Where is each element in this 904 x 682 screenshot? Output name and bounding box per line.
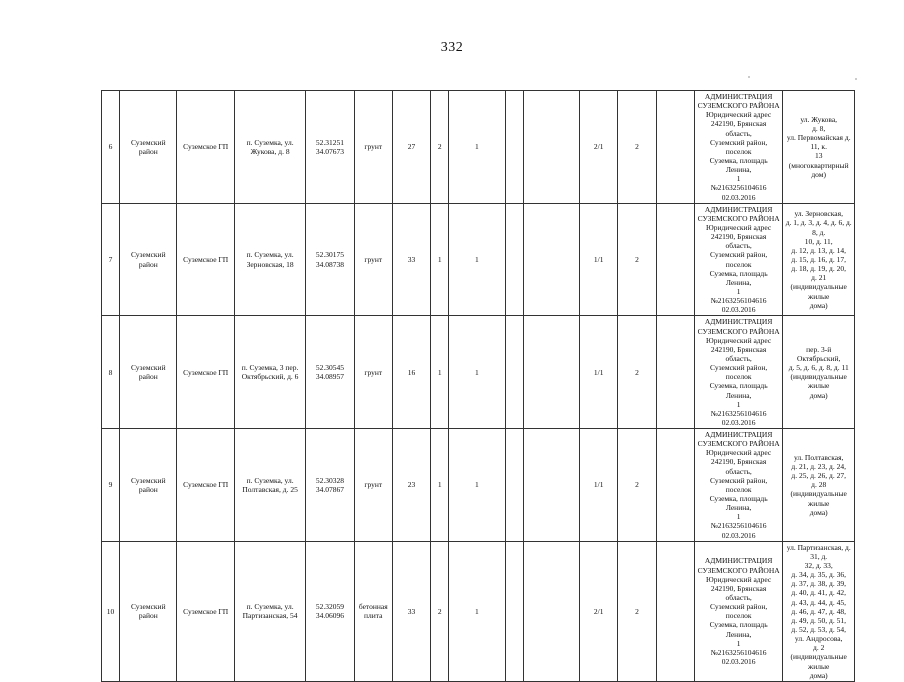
served-buildings-line: д. 21 — [811, 273, 827, 283]
district-cell: Суземский район — [120, 316, 177, 429]
area-cell: 33 — [392, 203, 430, 316]
empty-cell-2 — [523, 203, 579, 316]
served-buildings-cell — [783, 203, 855, 316]
longitude: 34.07867 — [315, 484, 345, 494]
owner-line: 1 — [736, 512, 741, 522]
owner-line: 242190, Брянская область, — [710, 232, 767, 251]
served-buildings-line: д. 49, д. 50, д. 51, — [791, 615, 846, 625]
coordinates-cell — [306, 203, 354, 316]
surface-cell: бетонная плита — [354, 541, 392, 681]
area-cell: 23 — [392, 429, 430, 542]
district-cell: Суземский район — [120, 429, 177, 542]
table-row — [102, 429, 855, 542]
count-cell-3: 2 — [618, 203, 656, 316]
served-buildings-cell — [783, 91, 855, 204]
empty-cell-2 — [523, 541, 579, 681]
owner-cell — [694, 316, 783, 429]
served-buildings-line: ул. Партизанская, д. 31, д. — [786, 542, 851, 561]
coordinates-cell — [306, 541, 354, 681]
surface-cell: грунт — [354, 91, 392, 204]
owner-line: СУЗЕМСКОГО РАЙОНА — [697, 439, 780, 449]
owner-line: Суземка, площадь Ленина, — [709, 268, 768, 287]
count-cell-3: 2 — [618, 316, 656, 429]
count-cell-2: 1 — [449, 91, 505, 204]
served-buildings-line: дома) — [809, 507, 828, 517]
owner-line: АДМИНИСТРАЦИЯ — [704, 317, 773, 327]
page-number: 332 — [440, 40, 464, 55]
count-cell-2: 1 — [449, 429, 505, 542]
served-buildings-line: ул. Первомайская д. 11, к. — [786, 133, 851, 152]
served-buildings-line: ул. Зерновская, — [794, 209, 843, 219]
owner-line: Суземский район, поселок — [710, 250, 768, 269]
owner-line: Суземка, площадь Ленина, — [709, 381, 768, 400]
district-cell: Суземский район — [120, 91, 177, 204]
count-cell-3: 2 — [618, 429, 656, 542]
owner-line: АДМИНИСТРАЦИЯ — [704, 556, 773, 566]
row-number: 9 — [102, 429, 120, 542]
ratio-cell: 1/1 — [580, 316, 618, 429]
served-buildings-cell — [783, 316, 855, 429]
settlement-cell: Суземское ГП — [177, 429, 234, 542]
longitude: 34.07673 — [315, 146, 345, 156]
owner-line: Суземский район, поселок — [710, 602, 768, 621]
owner-line: АДМИНИСТРАЦИЯ — [704, 430, 773, 440]
served-buildings-line: ул. Полтавская, — [793, 452, 844, 462]
served-buildings-line: пер. 3-й Октябрьский, — [796, 344, 841, 363]
served-buildings-line: д. 8, — [812, 123, 826, 133]
settlement-cell: Суземское ГП — [177, 91, 234, 204]
count-cell-3: 2 — [618, 91, 656, 204]
settlement-cell: Суземское ГП — [177, 316, 234, 429]
owner-line: СУЗЕМСКОГО РАЙОНА — [697, 565, 780, 575]
served-buildings-line: д. 2 — [813, 643, 825, 653]
district-cell: Суземский район — [120, 541, 177, 681]
owner-line: СУЗЕМСКОГО РАЙОНА — [697, 101, 780, 111]
owner-line: АДМИНИСТРАЦИЯ — [704, 204, 773, 214]
count-cell-3: 2 — [618, 541, 656, 681]
served-buildings-line: (многоквартирный дом) — [788, 160, 849, 179]
coordinates-cell — [306, 91, 354, 204]
ratio-cell: 1/1 — [580, 203, 618, 316]
area-cell: 33 — [392, 541, 430, 681]
scan-speck — [748, 76, 750, 78]
owner-line: 02.03.2016 — [721, 417, 756, 427]
served-buildings-line: (индивидуальные жилые — [790, 282, 847, 301]
row-number: 10 — [102, 541, 120, 681]
owner-line: Суземский район, поселок — [710, 475, 768, 494]
served-buildings-line: дома) — [809, 390, 828, 400]
table-row — [102, 203, 855, 316]
settlement-cell: Суземское ГП — [177, 541, 234, 681]
empty-cell-2 — [523, 91, 579, 204]
owner-line: Суземский район, поселок — [710, 137, 768, 156]
area-cell: 16 — [392, 316, 430, 429]
served-buildings-line: 32, д. 33, — [804, 561, 833, 571]
empty-cell-3 — [656, 91, 694, 204]
owner-line: Юридический адрес — [706, 222, 772, 232]
address-cell: п. Суземка, ул. Партизанская, 54 — [234, 541, 305, 681]
owner-line: 1 — [736, 174, 741, 184]
served-buildings-line: д. 15, д. 16, д. 17, — [791, 254, 846, 264]
surface-cell: грунт — [354, 429, 392, 542]
owner-line: 02.03.2016 — [721, 305, 756, 315]
address-cell: п. Суземка, ул. Полтавская, д. 25 — [234, 429, 305, 542]
owner-line: 1 — [736, 399, 741, 409]
served-buildings-line: д. 1, д. 3, д. 4, д. 6, д. 8, д. — [785, 218, 852, 237]
row-number: 7 — [102, 203, 120, 316]
row-number: 8 — [102, 316, 120, 429]
empty-cell-3 — [656, 541, 694, 681]
served-buildings-line: 10, д. 11, — [804, 236, 833, 246]
owner-line: СУЗЕМСКОГО РАЙОНА — [697, 326, 780, 336]
empty-cell-2 — [523, 316, 579, 429]
served-buildings-line: ул. Андросова, — [794, 634, 843, 644]
count-cell-1: 2 — [431, 541, 449, 681]
address-cell: п. Суземка, ул. Зерновская, 18 — [234, 203, 305, 316]
served-buildings-line: д. 21, д. 23, д. 24, — [791, 462, 846, 472]
served-buildings-line: д. 5, д. 6, д. 8, д. 11 — [788, 363, 849, 373]
latitude: 52.30175 — [315, 250, 345, 260]
count-cell-1: 1 — [431, 429, 449, 542]
ratio-cell: 2/1 — [580, 541, 618, 681]
served-buildings-line: дома) — [809, 670, 828, 680]
served-buildings-line: (индивидуальные жилые — [790, 489, 847, 508]
registry-table — [101, 90, 855, 682]
owner-line: 242190, Брянская область, — [710, 119, 767, 138]
owner-line: 242190, Брянская область, — [710, 457, 767, 476]
served-buildings-cell — [783, 429, 855, 542]
owner-line: 1 — [736, 286, 741, 296]
surface-cell: грунт — [354, 203, 392, 316]
owner-line: АДМИНИСТРАЦИЯ — [704, 92, 773, 101]
owner-line: Суземка, площадь Ленина, — [709, 620, 768, 639]
empty-cell-1 — [505, 203, 523, 316]
served-buildings-line: д. 43, д. 44, д. 45, — [791, 597, 846, 607]
owner-line: Суземка, площадь Ленина, — [709, 155, 768, 175]
empty-cell-3 — [656, 316, 694, 429]
served-buildings-line: д. 18, д. 19, д. 20, — [791, 264, 846, 274]
area-cell: 27 — [392, 91, 430, 204]
count-cell-1: 2 — [431, 91, 449, 204]
owner-line: Суземка, площадь Ленина, — [709, 494, 768, 513]
owner-line: 1 — [736, 638, 741, 648]
served-buildings-cell — [783, 541, 855, 681]
ratio-cell: 2/1 — [580, 91, 618, 204]
owner-line: 242190, Брянская область, — [710, 583, 767, 603]
empty-cell-2 — [523, 429, 579, 542]
served-buildings-line: д. 46, д. 47, д. 48, — [791, 606, 846, 616]
served-buildings-line: 13 — [814, 151, 823, 161]
empty-cell-3 — [656, 203, 694, 316]
owner-line: №2163256104616 — [710, 408, 767, 418]
owner-line: Юридический адрес — [706, 110, 772, 120]
count-cell-1: 1 — [431, 316, 449, 429]
owner-cell — [694, 541, 783, 681]
served-buildings-line: д. 40, д. 41, д. 42, — [791, 588, 846, 598]
served-buildings-line: д. 34, д. 35, д. 36, — [791, 570, 846, 580]
owner-line: Суземский район, поселок — [710, 363, 768, 382]
owner-cell — [694, 429, 783, 542]
owner-line: Юридический адрес — [706, 335, 772, 345]
district-cell: Суземский район — [120, 203, 177, 316]
count-cell-2: 1 — [449, 316, 505, 429]
served-buildings-line: д. 25, д. 26, д. 27, — [791, 471, 846, 481]
count-cell-2: 1 — [449, 541, 505, 681]
served-buildings-line: (индивидуальные жилые — [790, 372, 847, 391]
coordinates-cell — [306, 429, 354, 542]
owner-line: 242190, Брянская область, — [710, 344, 767, 363]
served-buildings-line: д. 28 — [811, 480, 827, 490]
count-cell-2: 1 — [449, 203, 505, 316]
empty-cell-1 — [505, 429, 523, 542]
served-buildings-line: д. 12, д. 13, д. 14, — [791, 245, 846, 255]
served-buildings-line: (индивидуальные жилые — [790, 652, 847, 671]
served-buildings-line: дома) — [809, 300, 828, 310]
ratio-cell: 1/1 — [580, 429, 618, 542]
owner-line: СУЗЕМСКОГО РАЙОНА — [697, 213, 780, 223]
latitude: 52.32059 — [315, 602, 345, 612]
empty-cell-3 — [656, 429, 694, 542]
table-row — [102, 316, 855, 429]
owner-line: №2163256104616 — [710, 296, 767, 306]
served-buildings-line: д. 52, д. 53, д. 54, — [791, 625, 846, 635]
table-body — [102, 91, 855, 682]
longitude: 34.08957 — [315, 372, 345, 382]
owner-line: Юридический адрес — [706, 448, 772, 458]
coordinates-cell — [306, 316, 354, 429]
longitude: 34.06096 — [315, 611, 345, 621]
served-buildings-line: д. 37, д. 38, д. 39, — [791, 579, 846, 589]
owner-line: №2163256104616 — [710, 183, 767, 193]
owner-line: №2163256104616 — [710, 521, 767, 531]
longitude: 34.08738 — [315, 259, 345, 269]
address-cell: п. Суземка, 3 пер. Октябрьский, д. 6 — [234, 316, 305, 429]
empty-cell-1 — [505, 91, 523, 204]
settlement-cell: Суземское ГП — [177, 203, 234, 316]
owner-line: Юридический адрес — [706, 574, 772, 584]
latitude: 52.30545 — [315, 363, 345, 373]
empty-cell-1 — [505, 541, 523, 681]
row-number: 6 — [102, 91, 120, 204]
owner-cell — [694, 203, 783, 316]
address-cell: п. Суземка, ул. Жукова, д. 8 — [234, 91, 305, 204]
scan-speck — [855, 78, 857, 80]
owner-line: 02.03.2016 — [721, 530, 756, 540]
empty-cell-1 — [505, 316, 523, 429]
served-buildings-line: ул. Жукова, — [800, 114, 838, 124]
owner-line: 02.03.2016 — [721, 657, 756, 666]
owner-line: 02.03.2016 — [721, 192, 756, 202]
table-row — [102, 91, 855, 204]
owner-line: №2163256104616 — [710, 647, 767, 657]
count-cell-1: 1 — [431, 203, 449, 316]
owner-cell — [694, 91, 783, 204]
latitude: 52.31251 — [315, 137, 345, 147]
table-row — [102, 541, 855, 681]
surface-cell: грунт — [354, 316, 392, 429]
latitude: 52.30328 — [315, 475, 345, 485]
